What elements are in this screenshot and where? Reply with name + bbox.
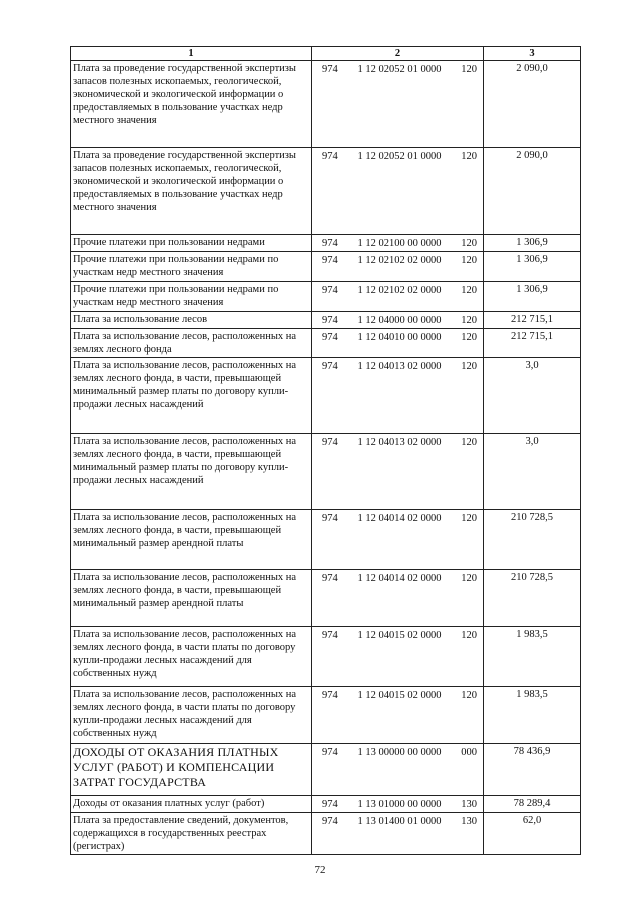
type-code: 130 bbox=[461, 816, 477, 827]
type-code: 120 bbox=[461, 513, 477, 524]
row-name: Плата за проведение государственной экспертизы запасов полезных ископаемых, геологической, экономической и экологической информации о предоставляемых в пользование участках недр местного значения bbox=[71, 61, 312, 148]
row-amount: 212 715,1 bbox=[484, 329, 581, 358]
admin-code: 974 bbox=[322, 255, 338, 266]
table-row bbox=[71, 252, 581, 282]
admin-code: 974 bbox=[322, 799, 338, 810]
admin-code: 974 bbox=[322, 573, 338, 584]
table-row bbox=[71, 813, 581, 855]
row-amount: 62,0 bbox=[484, 813, 581, 855]
budget-code: 1 12 02100 00 0000 bbox=[357, 238, 442, 249]
row-name: Плата за использование лесов, расположенных на землях лесного фонда, в части платы по договору купли-продажи лесных насаждений для собственных нужд bbox=[71, 627, 312, 687]
row-code-cell bbox=[312, 358, 484, 434]
budget-code: 1 12 04013 02 0000 bbox=[357, 437, 442, 448]
row-name: Плата за использование лесов, расположенных на землях лесного фонда, в части, превышающей минимальный размер платы по договору купли-продажи лесных насаждений bbox=[71, 434, 312, 510]
row-code-cell bbox=[312, 235, 484, 252]
admin-code: 974 bbox=[322, 513, 338, 524]
row-code-cell bbox=[312, 434, 484, 510]
row-amount: 210 728,5 bbox=[484, 570, 581, 627]
table-row bbox=[71, 627, 581, 687]
table-row bbox=[71, 744, 581, 796]
budget-code: 1 12 04013 02 0000 bbox=[357, 361, 442, 372]
table-row bbox=[71, 329, 581, 358]
type-code: 130 bbox=[461, 799, 477, 810]
row-code-cell bbox=[312, 282, 484, 312]
admin-code: 974 bbox=[322, 238, 338, 249]
table-row bbox=[71, 235, 581, 252]
row-amount: 3,0 bbox=[484, 434, 581, 510]
row-amount: 1 306,9 bbox=[484, 235, 581, 252]
row-amount: 212 715,1 bbox=[484, 312, 581, 329]
budget-code: 1 12 02102 02 0000 bbox=[357, 255, 442, 266]
type-code: 120 bbox=[461, 315, 477, 326]
row-name: Плата за использование лесов, расположенных на землях лесного фонда, в части платы по договору купли-продажи лесных насаждений для собственных нужд bbox=[71, 687, 312, 744]
page-number: 72 bbox=[314, 864, 326, 876]
budget-code: 1 12 04010 00 0000 bbox=[357, 332, 442, 343]
budget-code: 1 12 04000 00 0000 bbox=[357, 315, 442, 326]
row-code-cell bbox=[312, 687, 484, 744]
row-name: Плата за предоставление сведений, документов, содержащихся в государственных реестрах (регистрах) bbox=[71, 813, 312, 855]
table-row bbox=[71, 434, 581, 510]
table-row bbox=[71, 570, 581, 627]
table-row bbox=[71, 510, 581, 570]
table-row bbox=[71, 687, 581, 744]
type-code: 120 bbox=[461, 690, 477, 701]
row-code-cell bbox=[312, 252, 484, 282]
type-code: 120 bbox=[461, 630, 477, 641]
row-code-cell bbox=[312, 570, 484, 627]
type-code: 120 bbox=[461, 238, 477, 249]
admin-code: 974 bbox=[322, 630, 338, 641]
type-code: 120 bbox=[461, 437, 477, 448]
budget-code: 1 13 01400 01 0000 bbox=[357, 816, 442, 827]
table-row bbox=[71, 282, 581, 312]
admin-code: 974 bbox=[322, 816, 338, 827]
budget-code: 1 12 02052 01 0000 bbox=[357, 64, 442, 75]
admin-code: 974 bbox=[322, 361, 338, 372]
budget-code: 1 12 02052 01 0000 bbox=[357, 151, 442, 162]
row-amount: 78 289,4 bbox=[484, 796, 581, 813]
row-name: Прочие платежи при пользовании недрами bbox=[71, 235, 312, 252]
type-code: 120 bbox=[461, 361, 477, 372]
row-amount: 1 983,5 bbox=[484, 687, 581, 744]
table-row bbox=[71, 148, 581, 235]
row-name: Прочие платежи при пользовании недрами по участкам недр местного значения bbox=[71, 282, 312, 312]
admin-code: 974 bbox=[322, 690, 338, 701]
row-name: Плата за использование лесов, расположенных на землях лесного фонда, в части, превышающей минимальный размер арендной платы bbox=[71, 570, 312, 627]
admin-code: 974 bbox=[322, 747, 338, 758]
type-code: 120 bbox=[461, 151, 477, 162]
table-row bbox=[71, 358, 581, 434]
row-name: Плата за использование лесов bbox=[71, 312, 312, 329]
row-amount: 2 090,0 bbox=[484, 148, 581, 235]
column-header-3: 3 bbox=[484, 47, 581, 61]
budget-code: 1 13 00000 00 0000 bbox=[357, 747, 442, 758]
row-name: Прочие платежи при пользовании недрами по участкам недр местного значения bbox=[71, 252, 312, 282]
row-code-cell bbox=[312, 312, 484, 329]
table-header-row bbox=[71, 47, 581, 61]
row-amount: 1 983,5 bbox=[484, 627, 581, 687]
budget-code: 1 13 01000 00 0000 bbox=[357, 799, 442, 810]
row-amount: 2 090,0 bbox=[484, 61, 581, 148]
type-code: 000 bbox=[461, 747, 477, 758]
row-name: Плата за использование лесов, расположенных на землях лесного фонда, в части, превышающей минимальный размер платы по договору купли-продажи лесных насаждений bbox=[71, 358, 312, 434]
row-amount: 3,0 bbox=[484, 358, 581, 434]
row-amount: 210 728,5 bbox=[484, 510, 581, 570]
row-code-cell bbox=[312, 61, 484, 148]
table-row bbox=[71, 312, 581, 329]
budget-code: 1 12 04015 02 0000 bbox=[357, 630, 442, 641]
type-code: 120 bbox=[461, 573, 477, 584]
admin-code: 974 bbox=[322, 332, 338, 343]
row-amount: 1 306,9 bbox=[484, 252, 581, 282]
row-code-cell bbox=[312, 744, 484, 796]
row-name: Плата за использование лесов, расположенных на землях лесного фонда, в части, превышающей минимальный размер арендной платы bbox=[71, 510, 312, 570]
admin-code: 974 bbox=[322, 64, 338, 75]
row-name: Плата за использование лесов, расположенных на землях лесного фонда bbox=[71, 329, 312, 358]
row-name: Плата за проведение государственной экспертизы запасов полезных ископаемых, геологической, экономической и экологической информации о предоставляемых в пользование участках недр местного значения bbox=[71, 148, 312, 235]
row-code-cell bbox=[312, 627, 484, 687]
row-code-cell bbox=[312, 329, 484, 358]
admin-code: 974 bbox=[322, 285, 338, 296]
budget-code: 1 12 04014 02 0000 bbox=[357, 573, 442, 584]
row-amount: 78 436,9 bbox=[484, 744, 581, 796]
budget-code: 1 12 04014 02 0000 bbox=[357, 513, 442, 524]
table-body bbox=[71, 61, 581, 855]
admin-code: 974 bbox=[322, 437, 338, 448]
type-code: 120 bbox=[461, 285, 477, 296]
row-name: ДОХОДЫ ОТ ОКАЗАНИЯ ПЛАТНЫХ УСЛУГ (РАБОТ) И КОМПЕНСАЦИИ ЗАТРАТ ГОСУДАРСТВА bbox=[71, 744, 312, 796]
row-code-cell bbox=[312, 510, 484, 570]
row-name: Доходы от оказания платных услуг (работ) bbox=[71, 796, 312, 813]
table-row bbox=[71, 796, 581, 813]
type-code: 120 bbox=[461, 255, 477, 266]
type-code: 120 bbox=[461, 64, 477, 75]
admin-code: 974 bbox=[322, 151, 338, 162]
row-code-cell bbox=[312, 796, 484, 813]
row-code-cell bbox=[312, 813, 484, 855]
budget-code: 1 12 04015 02 0000 bbox=[357, 690, 442, 701]
column-header-2: 2 bbox=[312, 47, 484, 61]
admin-code: 974 bbox=[322, 315, 338, 326]
row-code-cell bbox=[312, 148, 484, 235]
column-header-1: 1 bbox=[71, 47, 312, 61]
budget-code: 1 12 02102 02 0000 bbox=[357, 285, 442, 296]
type-code: 120 bbox=[461, 332, 477, 343]
revenue-table bbox=[70, 46, 581, 855]
row-amount: 1 306,9 bbox=[484, 282, 581, 312]
table-row bbox=[71, 61, 581, 148]
